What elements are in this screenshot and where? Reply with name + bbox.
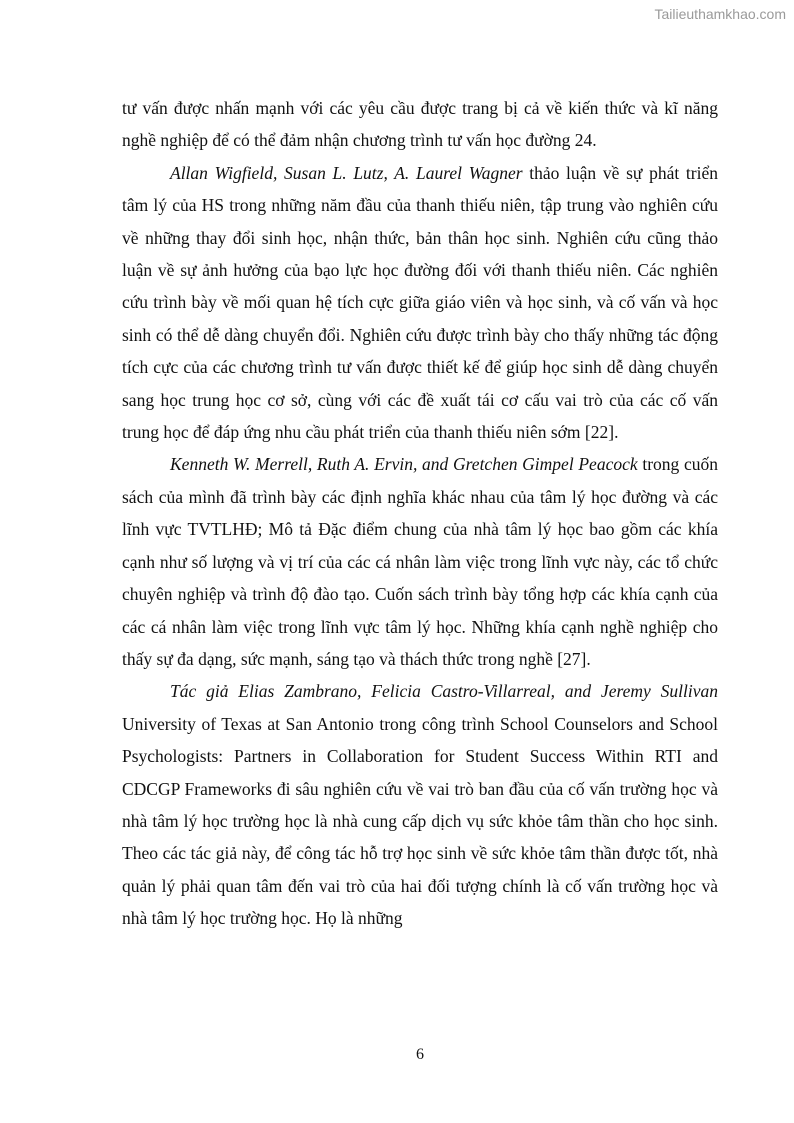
paragraph-3-text: trong cuốn sách của mình đã trình bày các định nghĩa khác nhau của tâm lý học đường và các lĩnh vực TVTLHĐ; Mô tả Đặc điểm chung của nhà tâm lý học bao gồm các khía cạnh như số lượng và vị trí của các cá nhân làm việc trong lĩnh vực này, các tổ chức chuyên nghiệp và trình độ đào tạo. Cuốn sách trình bày tổng hợp các khía cạnh của các cá nhân làm việc trong lĩnh vực tâm lý học. Những khía cạnh nghề nghiệp cho thấy sự đa dạng, sức mạnh, sáng tạo và thách thức trong nghề [27]. — [122, 454, 718, 669]
watermark-text: Tailieuthamkhao.com — [654, 6, 786, 22]
paragraph-3-authors: Kenneth W. Merrell, Ruth A. Ervin, and Gretchen Gimpel Peacock — [170, 454, 638, 475]
paragraph-3 — [122, 448, 718, 675]
paragraph-2-text: thảo luận về sự phát triển tâm lý của HS trong những năm đầu của thanh thiếu niên, tập trung vào nghiên cứu về những thay đổi sinh học, nhận thức, bản thân học sinh. Nghiên cứu cũng thảo luận về sự ảnh hưởng của bạo lực học đường đối với thanh thiếu niên. Các nghiên cứu trình bày về mối quan hệ tích cực giữa giáo viên và học sinh, và cố vấn và học sinh có thể dễ dàng chuyển đổi. Nghiên cứu được trình bày cho thấy những tác động tích cực của các chương trình tư vấn được thiết kế để giúp học sinh dễ dàng chuyển sang học trung học cơ sở, cùng với các đề xuất tái cơ cấu vai trò của các cố vấn trung học để đáp ứng nhu cầu phát triển của thanh thiếu niên sớm [22]. — [122, 162, 718, 443]
paragraph-2-authors: Allan Wigfield, Susan L. Lutz, A. Laurel Wagner — [170, 162, 523, 183]
paragraph-4-text: University of Texas at San Antonio trong công trình School Counselors and School Psychologists: Partners in Collaboration for Student Success Within RTI and CDCGP Frameworks đi sâu nghiên cứu về vai trò ban đầu của cố vấn trường học và nhà tâm lý học trường học là nhà cung cấp dịch vụ sức khỏe tâm thần cho học sinh. Theo các tác giả này, để công tác hỗ trợ học sinh về sức khỏe tâm thần được tốt, nhà quản lý phải quan tâm đến vai trò của hai đối tượng chính là cố vấn trường học và nhà tâm lý học trường học. Họ là những — [122, 713, 718, 929]
paragraph-1-text: tư vấn được nhấn mạnh với các yêu cầu được trang bị cả về kiến thức và kĩ năng nghề nghiệp để có thể đảm nhận chương trình tư vấn học đường 24. — [122, 98, 718, 151]
paragraph-4 — [122, 675, 718, 934]
page-number: 6 — [416, 1046, 424, 1063]
document-body — [122, 92, 718, 935]
paragraph-4-authors: Tác giả Elias Zambrano, Felicia Castro-Villarreal, and Jeremy Sullivan — [170, 681, 718, 702]
paragraph-2 — [122, 157, 718, 449]
paragraph-1 — [122, 92, 718, 157]
